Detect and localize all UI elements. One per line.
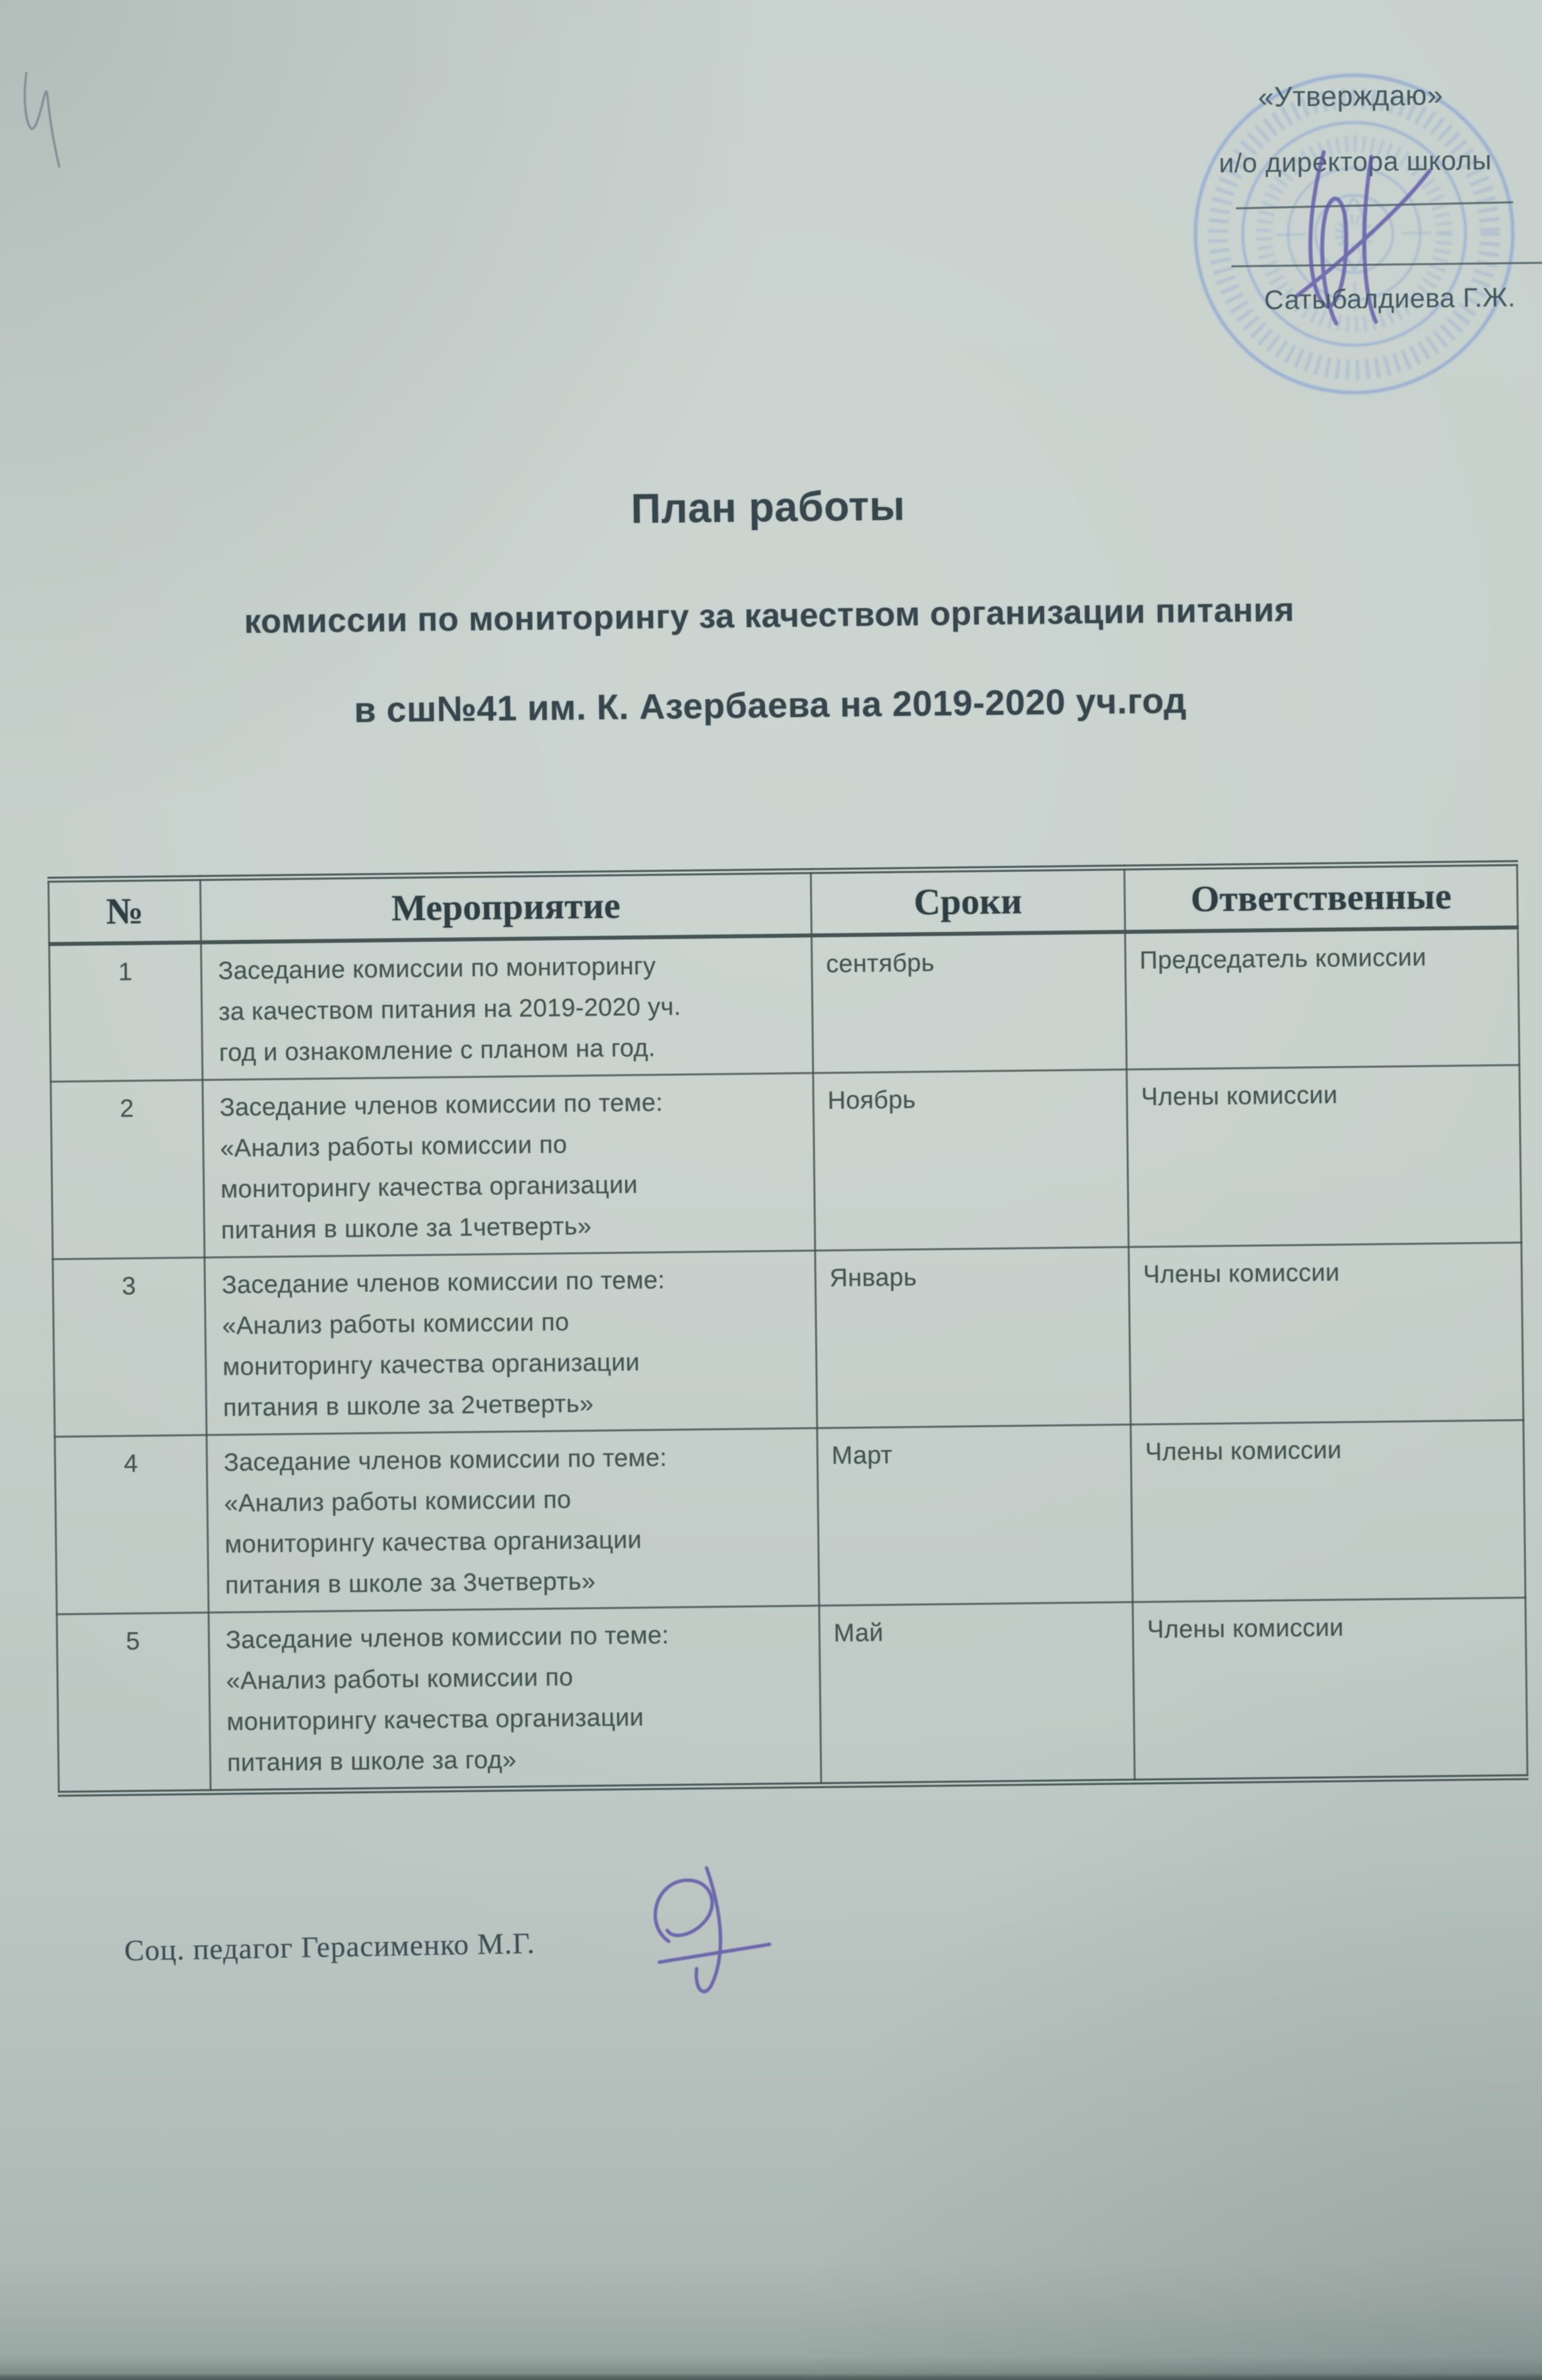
document-subtitle-school-year: в сш№41 им. К. Азербаева на 2019-2020 уч.год: [353, 680, 1187, 731]
pen-scribble-icon: [8, 67, 65, 178]
row-number: 1: [49, 942, 202, 1082]
table-row: [51, 1065, 1522, 1259]
document-title: План работы: [630, 482, 906, 533]
approval-signatory-name: Сатыбалдиева Г.Ж.: [1263, 282, 1516, 315]
row-term: Январь: [815, 1247, 1131, 1428]
photo-bottom-edge: [0, 2373, 1542, 2380]
row-activity: Заседание членов комиссии по теме: «Анализ работы комиссии по мониторингу качества организации питания в школе за 2четверть»: [205, 1251, 817, 1435]
table-row: [53, 1243, 1524, 1437]
table-row: [49, 927, 1519, 1082]
row-number: 3: [53, 1257, 207, 1437]
social-pedagogue-caption: Соц. педагог Герасименко М.Г.: [123, 1926, 536, 1967]
row-responsible: Председатель комиссии: [1125, 927, 1519, 1069]
approval-block: [1160, 72, 1542, 498]
row-activity: Заседание членов комиссии по теме: «Анализ работы комиссии по мониторингу качества организации питания в школе за 1четверть»: [203, 1073, 815, 1257]
row-term: Май: [819, 1602, 1135, 1785]
table-row: [55, 1420, 1525, 1614]
row-term: сентябрь: [811, 932, 1126, 1073]
approval-word: «Утверждаю»: [1257, 79, 1444, 114]
row-number: 2: [51, 1080, 205, 1259]
row-term: Ноябрь: [813, 1069, 1129, 1250]
approval-role-line: и/о директора школы: [1219, 145, 1492, 179]
row-activity: Заседание комиссии по мониторингу за качеством питания на 2019-2020 уч. год и ознакомление с планом на год.: [201, 935, 813, 1080]
row-activity: Заседание членов комиссии по теме: «Анализ работы комиссии по мониторингу качества организации питания в школе за год»: [209, 1606, 821, 1792]
row-responsible: Члены комиссии: [1133, 1598, 1527, 1782]
row-term: Март: [817, 1424, 1133, 1605]
row-number: 4: [55, 1435, 209, 1614]
row-responsible: Члены комиссии: [1131, 1420, 1525, 1603]
header-responsible: Ответственные: [1124, 863, 1518, 932]
row-number: 5: [57, 1612, 211, 1794]
row-responsible: Члены комиссии: [1129, 1243, 1524, 1425]
header-number: №: [48, 878, 201, 944]
document-subtitle-commission: комиссии по мониторингу за качеством организации питания: [244, 590, 1295, 641]
row-responsible: Члены комиссии: [1127, 1065, 1522, 1247]
table-row: [57, 1598, 1527, 1794]
pedagogue-signature-icon: [624, 1856, 778, 2010]
work-plan-table: [48, 860, 1529, 1797]
header-term: Сроки: [811, 867, 1125, 935]
header-activity: Мероприятие: [200, 871, 811, 942]
row-activity: Заседание членов комиссии по теме: «Анализ работы комиссии по мониторингу качества организации питания в школе за 3четверть»: [207, 1428, 819, 1612]
